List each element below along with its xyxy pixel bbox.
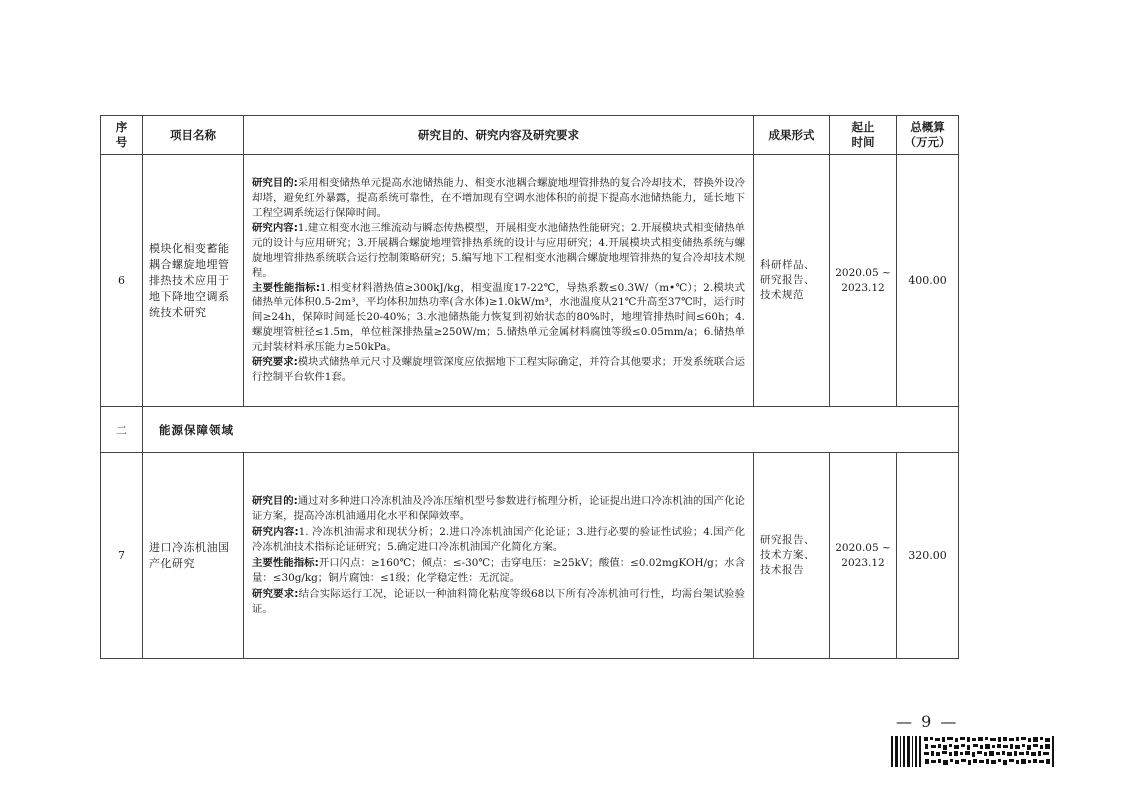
purpose-para	[252, 176, 745, 221]
row-budget: 320.00	[897, 453, 959, 659]
period-start: 2020.05 ~	[835, 541, 891, 554]
indicators-text: 1.相变材料潜热值≥300kJ/kg，相变温度17-22℃，导热系数≤0.3W/（m•℃）；2.模块式储热单元体积0.5-2m³，平均体积加热功率(含水体)≥1.0kW/m³，水池温度从21℃升高至37℃时，运行时间≥24h，保障时间延长20-40%；3.水池储热能力恢复到初始状态的80%时，地埋管排热时间≤60h；4.螺旋埋管桩径≤1.5m，单位桩深排热量≥250W/m；5.储热单元金属材料腐蚀等级≤0.05mm/a；6.储热单元封装材料承压能力≥50kPa。	[252, 281, 745, 354]
table-row	[101, 155, 959, 407]
row-budget: 400.00	[897, 155, 959, 407]
section-title: 能源保障领域	[143, 407, 959, 453]
purpose-para	[252, 494, 745, 525]
requirements-para	[252, 587, 745, 618]
row-project-name: 模块化相变蓄能耦合螺旋地埋管排热技术应用于地下降地空调系统技术研究	[143, 155, 244, 407]
header-deliverables: 成果形式	[754, 116, 830, 155]
indicators-para	[252, 556, 745, 587]
row-seq: 7	[101, 453, 143, 659]
indicators-text: 开口闪点：≥160℃；倾点：≤-30℃；击穿电压：≥25kV；酸值：≤0.02mgKOH/g；水含量：≤30g/kg；铜片腐蚀：≤1级；化学稳定性：无沉淀。	[252, 556, 746, 584]
table-row	[101, 453, 959, 659]
row-deliverables: 研究报告、技术方案、技术报告	[754, 453, 830, 659]
requirements-para	[252, 355, 745, 385]
section-row	[101, 407, 959, 453]
header-budget: 总概算（万元）	[897, 116, 959, 155]
section-num: 二	[101, 407, 143, 453]
content-text: 1. 冷冻机油需求和现状分析；2.进口冷冻机油国产化论证；3.进行必要的验证性试验；4.国产化冷冻机油技术指标论证研究；5.确定进口冷冻机油国产化简化方案。	[252, 525, 745, 553]
row-period	[830, 453, 897, 659]
period-end: 2023.12	[841, 281, 885, 294]
content-text: 1.建立相变水池三维流动与瞬态传热模型，开展相变水池储热性能研究；2.开展模块式相变储热单元的设计与应用研究；3.开展耦合螺旋地埋管排热系统的设计与应用研究；4.开展模块式相变储热系统与螺旋地埋管排热系统联合运行控制策略研究；5.编写地下工程相变水池耦合螺旋地埋管排热的复合冷却技术规程。	[252, 221, 746, 279]
period-end: 2023.12	[841, 556, 885, 569]
content-para	[252, 525, 745, 556]
requirements-label: 研究要求:	[252, 356, 298, 369]
period-start: 2020.05 ~	[835, 266, 891, 279]
row-content	[244, 155, 754, 407]
requirements-label: 研究要求:	[252, 587, 299, 600]
row-content	[244, 453, 754, 659]
indicators-label: 主要性能指标:	[252, 281, 321, 294]
header-seq: 序号	[101, 116, 143, 155]
content-label: 研究内容:	[252, 221, 298, 234]
header-name: 项目名称	[143, 116, 244, 155]
indicators-label: 主要性能指标:	[252, 556, 319, 569]
header-content: 研究目的、研究内容及研究要求	[244, 116, 754, 155]
indicators-para	[252, 281, 745, 356]
row-period	[830, 155, 897, 407]
page-number: — 9 —	[896, 712, 959, 731]
row-seq: 6	[101, 155, 143, 407]
purpose-text: 通过对多种进口冷冻机油及冷冻压缩机型号参数进行梳理分析，论证提出进口冷冻机油的国产化论证方案，提高冷冻机油通用化水平和保障效率。	[252, 494, 746, 522]
header-row	[101, 116, 959, 155]
content-label: 研究内容:	[252, 525, 299, 538]
project-table	[100, 115, 959, 659]
header-period: 起止时间	[830, 116, 897, 155]
requirements-text: 模块式储热单元尺寸及螺旋埋管深度应依据地下工程实际确定，并符合其他要求；开发系统联合运行控制平台软件1套。	[252, 356, 746, 383]
content-para	[252, 221, 745, 281]
purpose-text: 采用相变储热单元提高水池储热能力、相变水池耦合螺旋地埋管排热的复合冷却技术，替换外设冷却塔，避免红外暴露，提高系统可靠性，在不增加现有空调水池体积的前提下提高水池储热能力，延长地下工程空调系统运行保障时间。	[252, 177, 746, 219]
purpose-label: 研究目的:	[252, 177, 298, 190]
row-project-name: 进口冷冻机油国产化研究	[143, 453, 244, 659]
requirements-text: 结合实际运行工况，论证以一种油料简化粘度等级68以下所有冷冻机油可行性，均需台架试验验证。	[252, 587, 746, 615]
purpose-label: 研究目的:	[252, 494, 298, 507]
row-deliverables: 科研样品、研究报告、技术规范	[754, 155, 830, 407]
barcode-image	[891, 736, 1055, 767]
